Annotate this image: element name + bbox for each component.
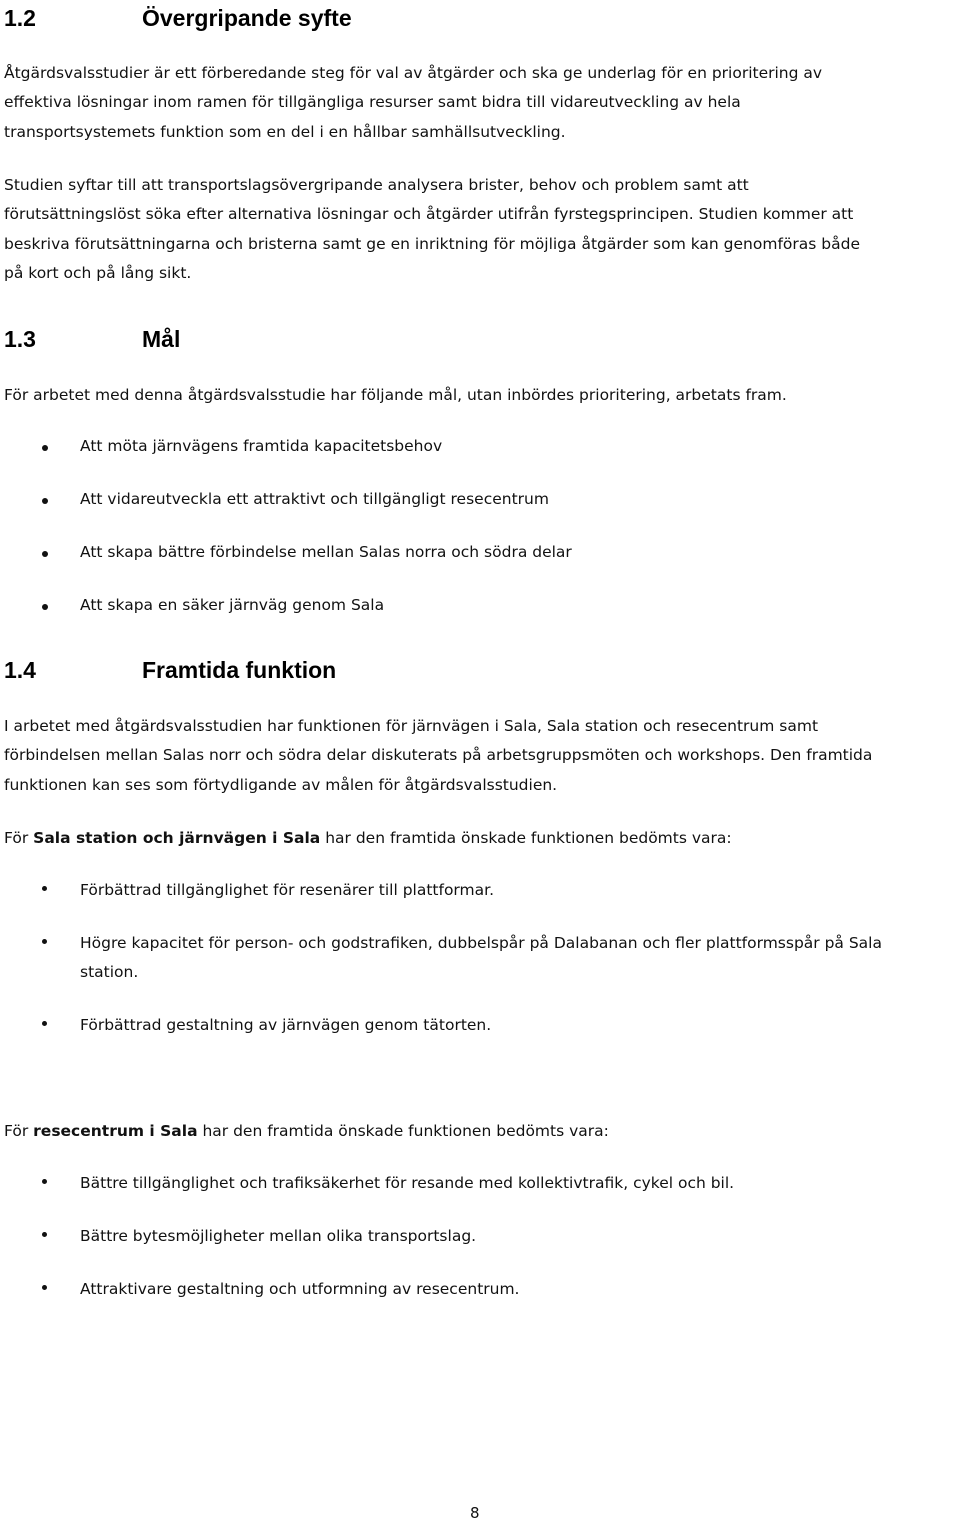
text-line: Att skapa bättre förbindelse mellan Salas norra och södra delar (80, 543, 572, 561)
bullet-icon (42, 1232, 47, 1237)
paragraph-purpose-2 (4, 171, 959, 288)
goal-item (80, 432, 960, 461)
bullet-icon (42, 939, 47, 944)
heading-number: 1.2 (4, 5, 36, 31)
text-line: förbindelsen mellan Salas norr och södra delar diskuterats på arbetsgruppsmöten och workshops. Den framtida (4, 746, 873, 765)
paragraph-purpose-1 (4, 59, 959, 147)
heading-number: 1.3 (4, 326, 36, 352)
resecentrum-item (80, 1275, 960, 1304)
text-line: förutsättningslöst söka efter alternativa lösningar och åtgärder utifrån fyrstegsprincipen. Studien kommer att (4, 205, 854, 224)
goal-item (80, 538, 960, 567)
text-line: Åtgärdsvalsstudier är ett förberedande steg för val av åtgärder och ska ge underlag för en prioritering av (4, 64, 823, 82)
station-intro (4, 824, 959, 853)
text-line: beskriva förutsättningarna och bristerna samt ge en inriktning för möjliga åtgärder som kan genomföras både (4, 234, 860, 253)
text-line: Studien syftar till att transportslagsövergripande analysera brister, behov och problem samt att (4, 176, 749, 194)
text-line (4, 824, 959, 853)
bullet-icon (42, 886, 47, 891)
heading-title: Framtida funktion (142, 657, 337, 683)
heading-title: Mål (142, 326, 181, 352)
text-line: transportsystemets funktion som en del i en hållbar samhällsutveckling. (4, 122, 566, 141)
text-line: Att möta järnvägens framtida kapacitetsbehov (80, 437, 443, 455)
station-item (80, 929, 960, 988)
bullet-icon (42, 1021, 47, 1026)
station-item (80, 876, 960, 905)
intro-pre: För (4, 1122, 34, 1140)
heading-1-3 (4, 324, 180, 354)
bullet-icon (42, 1285, 47, 1290)
intro-pre: För (4, 829, 34, 847)
text-line: Attraktivare gestaltning och utformning av resecentrum. (80, 1280, 520, 1298)
text-line: I arbetet med åtgärdsvalsstudien har funktionen för järnvägen i Sala, Sala station och resecentrum samt (4, 717, 819, 735)
text-line: Att vidareutveckla ett attraktivt och tillgängligt resecentrum (80, 490, 549, 508)
intro-bold: resecentrum i Sala (33, 1122, 198, 1140)
paragraph-future-function (4, 712, 959, 800)
station-item (80, 1011, 960, 1040)
resecentrum-item (80, 1222, 960, 1251)
intro-post: har den framtida önskade funktionen bedömts vara: (197, 1122, 609, 1140)
goal-item (80, 591, 960, 620)
text-line: För arbetet med denna åtgärdsvalsstudie har följande mål, utan inbördes prioritering, arbetats fram. (4, 386, 787, 404)
text-line: Att skapa en säker järnväg genom Sala (80, 596, 385, 614)
bullet-icon (42, 498, 48, 504)
goals-intro (4, 381, 959, 410)
page-number: 8 (470, 1504, 480, 1522)
text-line: station. (80, 963, 139, 982)
bullet-icon (42, 1179, 47, 1184)
text-line: Bättre tillgänglighet och trafiksäkerhet för resande med kollektivtrafik, cykel och bil. (80, 1174, 735, 1192)
bullet-icon (42, 445, 48, 451)
text-line: Högre kapacitet för person- och godstrafiken, dubbelspår på Dalabanan och fler plattformsspår på Sala (80, 934, 882, 952)
bullet-icon (42, 604, 48, 610)
resecentrum-intro (4, 1117, 959, 1146)
text-line: effektiva lösningar inom ramen för tillgängliga resurser samt bidra till vidareutveckling av hela (4, 93, 741, 112)
heading-number: 1.4 (4, 657, 36, 683)
intro-bold: Sala station och järnvägen i Sala (33, 829, 321, 847)
text-line: Förbättrad tillgänglighet för resenärer till plattformar. (80, 881, 495, 899)
heading-1-4 (4, 655, 336, 685)
intro-post: har den framtida önskade funktionen bedömts vara: (320, 829, 732, 847)
heading-title: Övergripande syfte (142, 5, 352, 31)
resecentrum-item (80, 1169, 960, 1198)
text-line: Bättre bytesmöjligheter mellan olika transportslag. (80, 1227, 477, 1245)
text-line (4, 1117, 959, 1146)
text-line: funktionen kan ses som förtydligande av målen för åtgärdsvalsstudien. (4, 775, 558, 794)
bullet-icon (42, 551, 48, 557)
goal-item (80, 485, 960, 514)
text-line: Förbättrad gestaltning av järnvägen genom tätorten. (80, 1016, 492, 1034)
text-line: på kort och på lång sikt. (4, 263, 192, 282)
heading-1-2 (4, 3, 352, 33)
